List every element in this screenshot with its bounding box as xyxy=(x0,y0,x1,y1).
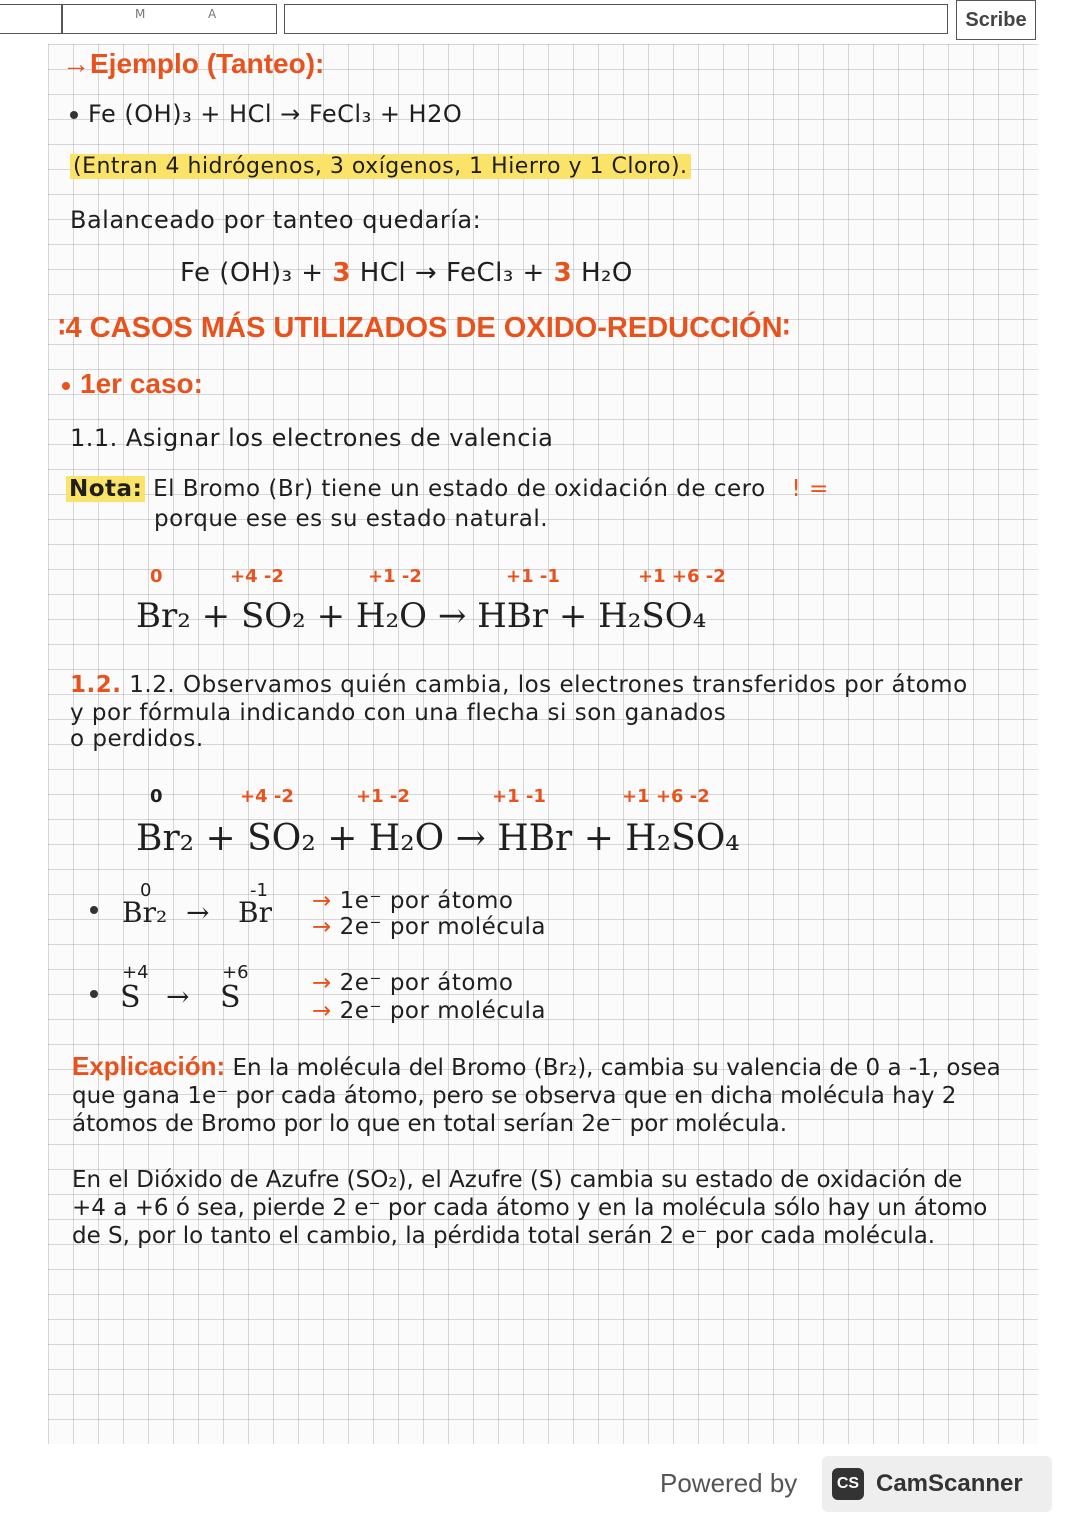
br-change-2-text: 2e⁻ por molécula xyxy=(339,914,546,940)
eq1-ox-br: 0 xyxy=(150,566,163,587)
eq1-ox-h2o: +1 -2 xyxy=(368,566,422,587)
example-title: →Ejemplo (Tanteo): xyxy=(62,48,325,79)
eq1-ox-so2: +4 -2 xyxy=(230,566,284,587)
br-left: Br₂ xyxy=(122,896,168,929)
s-change-2-text: 2e⁻ por molécula xyxy=(339,998,546,1024)
eq2-ox-br: 0 xyxy=(150,786,163,807)
s-right-ox: +6 xyxy=(222,962,249,983)
s-change-2 xyxy=(312,998,546,1024)
br-change-2 xyxy=(312,914,546,940)
step-1-2-line-1: 1.2. 1.2. Observamos quién cambia, los electrones transferidos por átomo xyxy=(70,672,968,698)
balanced-eq-part-a: Fe (OH)₃ + xyxy=(180,258,324,288)
s-change-1 xyxy=(312,970,513,996)
balanced-equation xyxy=(180,258,633,288)
balanced-coef-2: 3 xyxy=(553,258,573,288)
powered-by-text: Powered by xyxy=(660,1468,798,1498)
br-right: Br xyxy=(238,896,272,929)
step-1-2-line-1-text: 1.2. Observamos quién cambia, los electrones transferidos por átomo xyxy=(129,672,968,698)
eq2-ox-hbr: +1 -1 xyxy=(492,786,546,807)
balanced-eq-part-b: HCl → FeCl₃ + xyxy=(359,258,545,288)
br-right-ox: -1 xyxy=(250,880,268,901)
note-label: Nota: xyxy=(66,476,145,502)
step-1-2-line-2: y por fórmula indicando con una flecha si son ganados xyxy=(70,700,727,726)
note-line-2: porque ese es su estado natural. xyxy=(154,506,549,532)
br-change-1-text: 1e⁻ por átomo xyxy=(339,888,514,914)
s-left-ox: +4 xyxy=(122,962,149,983)
s-arrow: → xyxy=(166,980,190,1013)
case-1-title xyxy=(62,368,203,400)
header-letter-m: M xyxy=(135,7,146,21)
camscanner-icon: CS xyxy=(832,1468,864,1500)
step-1-2-line-3: o perdidos. xyxy=(70,726,204,752)
eq2-ox-h2so4: +1 +6 -2 xyxy=(622,786,710,807)
balanced-coef-1: 3 xyxy=(332,258,351,288)
s-right: S xyxy=(220,980,241,1015)
bullet-icon xyxy=(70,111,78,119)
section-title: ∶4 CASOS MÁS UTILIZADOS DE OXIDO-REDUCCIÓN∶ xyxy=(58,312,791,344)
header-letter-a: A xyxy=(208,7,217,21)
br-change-1-arrow: → xyxy=(312,888,332,914)
camscanner-name: CamScanner xyxy=(876,1470,1023,1497)
header-box-2 xyxy=(62,4,277,34)
note-marks: ! = xyxy=(791,476,829,502)
bullet-icon xyxy=(62,382,70,390)
camscanner-badge xyxy=(822,1456,1052,1512)
note-text-1: El Bromo (Br) tiene un estado de oxidación de cero xyxy=(153,476,766,502)
brand-logo: Scribe xyxy=(956,0,1036,40)
br-left-ox: 0 xyxy=(140,880,152,901)
s-change-2-arrow: → xyxy=(312,998,332,1024)
eq2-text: Br₂ + SO₂ + H₂O → HBr + H₂SO₄ xyxy=(136,818,740,859)
bullet-icon xyxy=(90,990,98,998)
step-1-1: 1.1. Asignar los electrones de valencia xyxy=(70,424,554,452)
explanation-paragraph-2: En el Dióxido de Azufre (SO₂), el Azufre (S) cambia su estado de oxidación de +4 a +6 ó sea, pierde 2 e⁻ por cada átomo y en la molécula sólo hay un átomo de S, por lo tanto el cambio, la pérdida total serán 2 e⁻ por cada molécula. xyxy=(72,1167,988,1249)
br-arrow: → xyxy=(186,896,210,929)
header-box-3 xyxy=(284,4,948,34)
example-equation-text: Fe (OH)₃ + HCl → FeCl₃ + H2O xyxy=(88,100,463,128)
header-box-1 xyxy=(0,4,62,34)
explanation-paragraph-1 xyxy=(72,1052,1002,1138)
case-1-text: 1er caso: xyxy=(80,368,203,399)
example-note xyxy=(70,154,691,179)
eq2-ox-so2: +4 -2 xyxy=(240,786,294,807)
bullet-icon xyxy=(90,906,98,914)
note-line-1 xyxy=(66,476,829,502)
br-change-2-arrow: → xyxy=(312,914,332,940)
s-left: S xyxy=(120,980,141,1015)
eq2-ox-h2o: +1 -2 xyxy=(356,786,410,807)
example-note-text: (Entran 4 hidrógenos, 3 oxígenos, 1 Hierro y 1 Cloro). xyxy=(70,154,691,179)
explanation-label: Explicación: xyxy=(72,1051,226,1081)
s-change-1-text: 2e⁻ por átomo xyxy=(339,970,514,996)
s-change-1-arrow: → xyxy=(312,970,332,996)
balanced-eq-part-c: H₂O xyxy=(580,258,633,288)
br-change-1 xyxy=(312,888,513,914)
balanced-label: Balanceado por tanteo quedaría: xyxy=(70,206,482,234)
explanation-text-1: En la molécula del Bromo (Br₂), cambia su valencia de 0 a -1, osea que gana 1e⁻ por cada átomo, pero se observa que en dicha molécula hay 2 átomos de Bromo por lo que en total serían 2e⁻ por molécula. xyxy=(72,1055,1001,1137)
example-equation xyxy=(70,100,462,128)
eq1-text: Br₂ + SO₂ + H₂O → HBr + H₂SO₄ xyxy=(136,596,707,636)
eq1-ox-h2so4: +1 +6 -2 xyxy=(638,566,726,587)
eq1-ox-hbr: +1 -1 xyxy=(506,566,560,587)
